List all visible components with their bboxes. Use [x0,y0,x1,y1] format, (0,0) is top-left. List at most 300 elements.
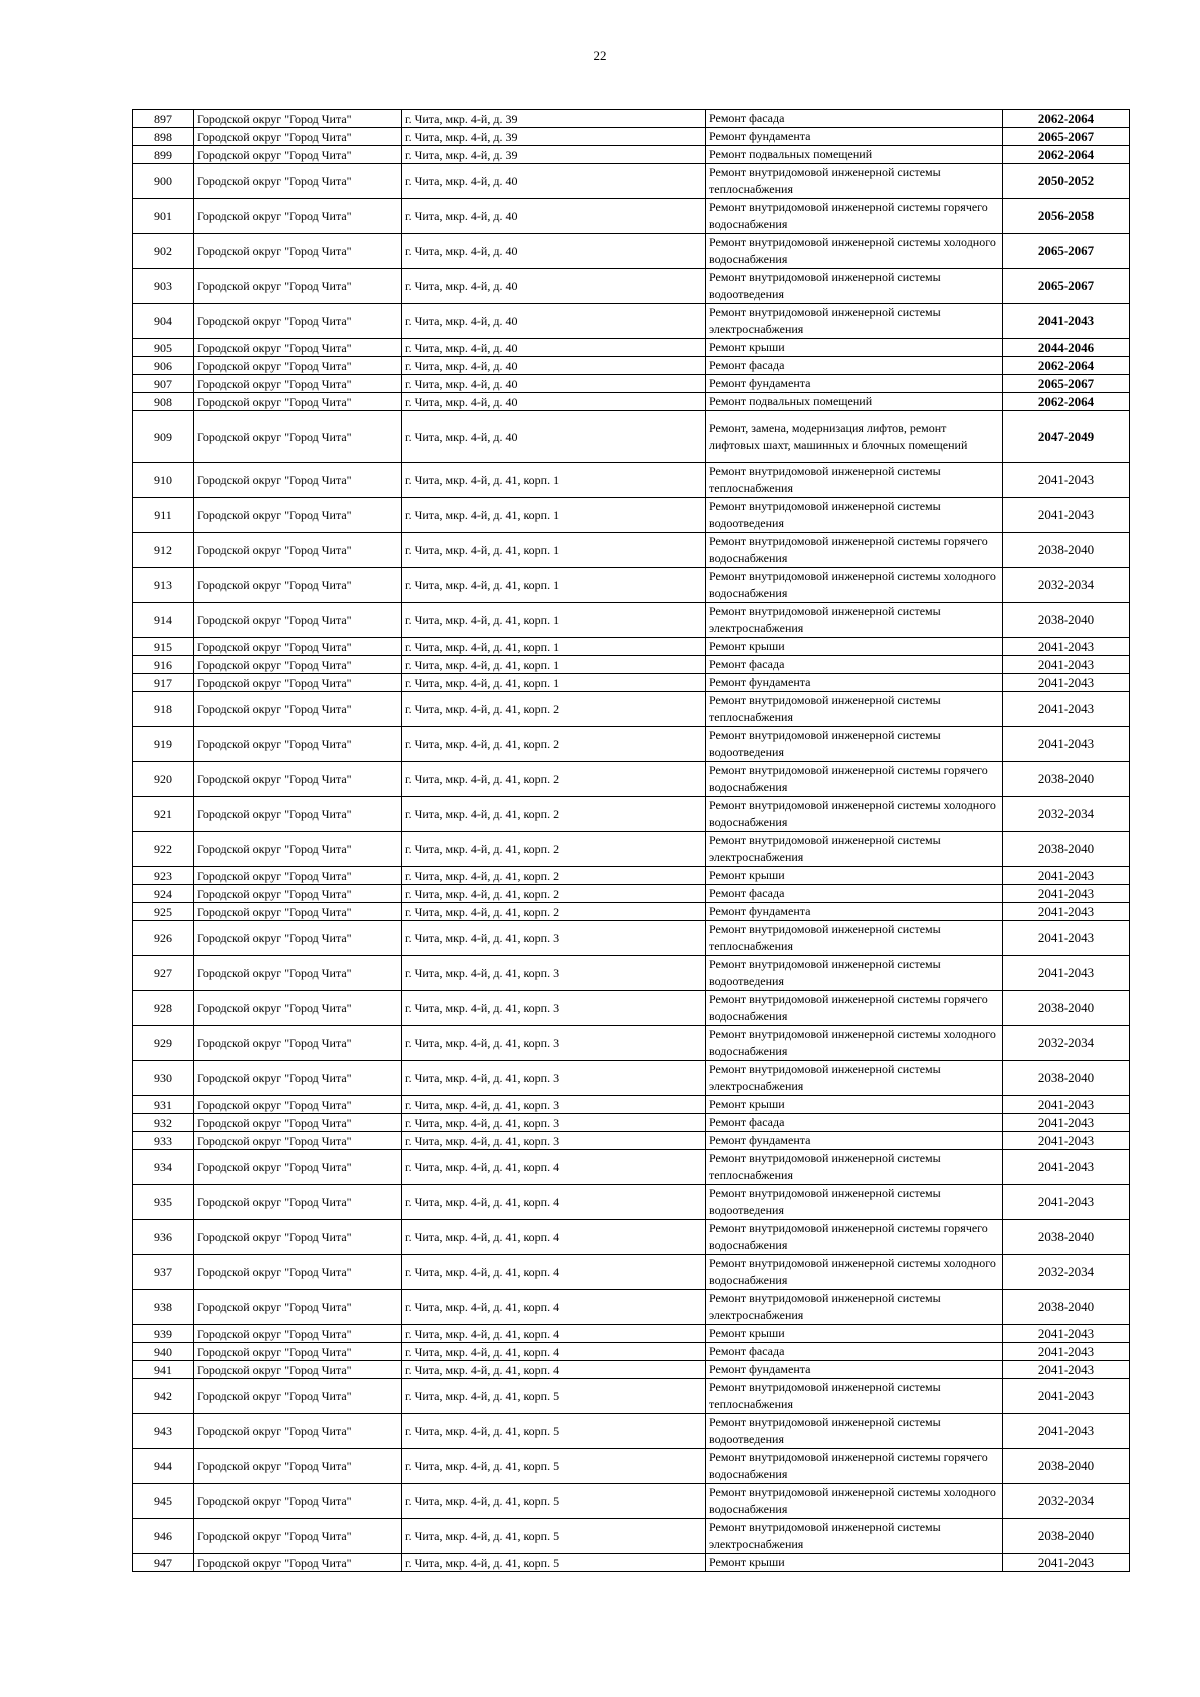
work-type-cell: Ремонт фундамента [706,1132,1003,1150]
municipality-cell: Городской округ "Город Чита" [194,393,402,411]
table-row [133,269,1130,304]
years-cell: 2041-2043 [1003,1325,1130,1343]
work-type-cell: Ремонт внутридомовой инженерной системы горячего водоснабжения [706,991,1003,1026]
work-type-cell: Ремонт крыши [706,1325,1003,1343]
address-cell: г. Чита, мкр. 4-й, д. 41, корп. 2 [402,797,706,832]
table-row [133,1379,1130,1414]
address-cell: г. Чита, мкр. 4-й, д. 41, корп. 3 [402,1096,706,1114]
address-cell: г. Чита, мкр. 4-й, д. 41, корп. 2 [402,885,706,903]
years-cell: 2062-2064 [1003,357,1130,375]
row-number-cell: 944 [133,1449,194,1484]
row-number-cell: 917 [133,674,194,692]
row-number-cell: 934 [133,1150,194,1185]
address-cell: г. Чита, мкр. 4-й, д. 41, корп. 4 [402,1220,706,1255]
municipality-cell: Городской округ "Город Чита" [194,1519,402,1554]
table-row [133,921,1130,956]
table-row [133,357,1130,375]
municipality-cell: Городской округ "Город Чита" [194,1096,402,1114]
years-cell: 2044-2046 [1003,339,1130,357]
row-number-cell: 919 [133,727,194,762]
years-cell: 2062-2064 [1003,110,1130,128]
row-number-cell: 918 [133,692,194,727]
table-row [133,1361,1130,1379]
municipality-cell: Городской округ "Город Чита" [194,199,402,234]
years-cell: 2065-2067 [1003,234,1130,269]
address-cell: г. Чита, мкр. 4-й, д. 41, корп. 5 [402,1449,706,1484]
row-number-cell: 906 [133,357,194,375]
municipality-cell: Городской округ "Город Чита" [194,1484,402,1519]
row-number-cell: 915 [133,638,194,656]
address-cell: г. Чита, мкр. 4-й, д. 40 [402,357,706,375]
table-row [133,1114,1130,1132]
row-number-cell: 912 [133,533,194,568]
row-number-cell: 946 [133,1519,194,1554]
address-cell: г. Чита, мкр. 4-й, д. 41, корп. 1 [402,674,706,692]
years-cell: 2062-2064 [1003,393,1130,411]
table-row [133,692,1130,727]
table-row [133,1449,1130,1484]
table-row [133,411,1130,463]
address-cell: г. Чита, мкр. 4-й, д. 41, корп. 4 [402,1290,706,1325]
municipality-cell: Городской округ "Город Чита" [194,269,402,304]
address-cell: г. Чита, мкр. 4-й, д. 39 [402,110,706,128]
work-type-cell: Ремонт крыши [706,1554,1003,1572]
municipality-cell: Городской округ "Город Чита" [194,146,402,164]
address-cell: г. Чита, мкр. 4-й, д. 41, корп. 4 [402,1343,706,1361]
years-cell: 2065-2067 [1003,269,1130,304]
table-row [133,146,1130,164]
work-type-cell: Ремонт внутридомовой инженерной системы холодного водоснабжения [706,1026,1003,1061]
years-cell: 2041-2043 [1003,1132,1130,1150]
municipality-cell: Городской округ "Город Чита" [194,903,402,921]
address-cell: г. Чита, мкр. 4-й, д. 41, корп. 4 [402,1361,706,1379]
address-cell: г. Чита, мкр. 4-й, д. 40 [402,304,706,339]
table-row [133,762,1130,797]
years-cell: 2065-2067 [1003,128,1130,146]
work-type-cell: Ремонт внутридомовой инженерной системы теплоснабжения [706,921,1003,956]
work-type-cell: Ремонт крыши [706,638,1003,656]
years-cell: 2041-2043 [1003,1414,1130,1449]
row-number-cell: 929 [133,1026,194,1061]
work-type-cell: Ремонт внутридомовой инженерной системы водоотведения [706,1185,1003,1220]
row-number-cell: 942 [133,1379,194,1414]
address-cell: г. Чита, мкр. 4-й, д. 41, корп. 3 [402,1114,706,1132]
work-type-cell: Ремонт фасада [706,656,1003,674]
work-type-cell: Ремонт внутридомовой инженерной системы водоотведения [706,727,1003,762]
table-row [133,674,1130,692]
municipality-cell: Городской округ "Город Чита" [194,1026,402,1061]
table-row [133,885,1130,903]
table-row [133,956,1130,991]
address-cell: г. Чита, мкр. 4-й, д. 40 [402,393,706,411]
work-type-cell: Ремонт внутридомовой инженерной системы теплоснабжения [706,1150,1003,1185]
years-cell: 2032-2034 [1003,1255,1130,1290]
work-type-cell: Ремонт внутридомовой инженерной системы холодного водоснабжения [706,234,1003,269]
municipality-cell: Городской округ "Город Чита" [194,339,402,357]
municipality-cell: Городской округ "Город Чита" [194,674,402,692]
table-row [133,304,1130,339]
work-type-cell: Ремонт подвальных помещений [706,393,1003,411]
years-cell: 2047-2049 [1003,411,1130,463]
municipality-cell: Городской округ "Город Чита" [194,411,402,463]
municipality-cell: Городской округ "Город Чита" [194,692,402,727]
years-cell: 2032-2034 [1003,568,1130,603]
table-row [133,867,1130,885]
table-row [133,1414,1130,1449]
years-cell: 2038-2040 [1003,762,1130,797]
years-cell: 2041-2043 [1003,1379,1130,1414]
table-row [133,393,1130,411]
work-type-cell: Ремонт внутридомовой инженерной системы холодного водоснабжения [706,1255,1003,1290]
years-cell: 2041-2043 [1003,956,1130,991]
municipality-cell: Городской округ "Город Чита" [194,638,402,656]
work-type-cell: Ремонт крыши [706,1096,1003,1114]
address-cell: г. Чита, мкр. 4-й, д. 40 [402,339,706,357]
table-row [133,1150,1130,1185]
table-row [133,1255,1130,1290]
years-cell: 2041-2043 [1003,1361,1130,1379]
row-number-cell: 909 [133,411,194,463]
municipality-cell: Городской округ "Город Чита" [194,568,402,603]
table-row [133,1132,1130,1150]
page-number: 22 [593,48,607,63]
municipality-cell: Городской округ "Город Чита" [194,1414,402,1449]
years-cell: 2041-2043 [1003,903,1130,921]
years-cell: 2038-2040 [1003,533,1130,568]
municipality-cell: Городской округ "Город Чита" [194,234,402,269]
row-number-cell: 935 [133,1185,194,1220]
row-number-cell: 916 [133,656,194,674]
municipality-cell: Городской округ "Город Чита" [194,832,402,867]
municipality-cell: Городской округ "Город Чита" [194,1132,402,1150]
row-number-cell: 938 [133,1290,194,1325]
address-cell: г. Чита, мкр. 4-й, д. 40 [402,269,706,304]
municipality-cell: Городской округ "Город Чита" [194,463,402,498]
table-row [133,234,1130,269]
row-number-cell: 903 [133,269,194,304]
table-row [133,1554,1130,1572]
years-cell: 2041-2043 [1003,921,1130,956]
years-cell: 2038-2040 [1003,1449,1130,1484]
address-cell: г. Чита, мкр. 4-й, д. 41, корп. 5 [402,1484,706,1519]
work-type-cell: Ремонт внутридомовой инженерной системы теплоснабжения [706,463,1003,498]
years-cell: 2041-2043 [1003,692,1130,727]
address-cell: г. Чита, мкр. 4-й, д. 41, корп. 5 [402,1414,706,1449]
address-cell: г. Чита, мкр. 4-й, д. 41, корп. 4 [402,1150,706,1185]
municipality-cell: Городской округ "Город Чита" [194,1150,402,1185]
years-cell: 2041-2043 [1003,638,1130,656]
address-cell: г. Чита, мкр. 4-й, д. 41, корп. 1 [402,603,706,638]
years-cell: 2041-2043 [1003,867,1130,885]
work-type-cell: Ремонт внутридомовой инженерной системы холодного водоснабжения [706,797,1003,832]
row-number-cell: 897 [133,110,194,128]
table-row [133,1185,1130,1220]
row-number-cell: 924 [133,885,194,903]
address-cell: г. Чита, мкр. 4-й, д. 41, корп. 2 [402,692,706,727]
row-number-cell: 930 [133,1061,194,1096]
years-cell: 2062-2064 [1003,146,1130,164]
table-row [133,638,1130,656]
years-cell: 2038-2040 [1003,1220,1130,1255]
work-type-cell: Ремонт внутридомовой инженерной системы водоотведения [706,498,1003,533]
table-row [133,727,1130,762]
years-cell: 2065-2067 [1003,375,1130,393]
municipality-cell: Городской округ "Город Чита" [194,1255,402,1290]
row-number-cell: 910 [133,463,194,498]
table-row [133,1484,1130,1519]
table-row [133,375,1130,393]
address-cell: г. Чита, мкр. 4-й, д. 41, корп. 3 [402,921,706,956]
row-number-cell: 937 [133,1255,194,1290]
work-type-cell: Ремонт внутридомовой инженерной системы электроснабжения [706,1290,1003,1325]
work-type-cell: Ремонт фундамента [706,674,1003,692]
work-type-cell: Ремонт внутридомовой инженерной системы горячего водоснабжения [706,1449,1003,1484]
row-number-cell: 907 [133,375,194,393]
work-type-cell: Ремонт крыши [706,867,1003,885]
work-type-cell: Ремонт внутридомовой инженерной системы горячего водоснабжения [706,1220,1003,1255]
row-number-cell: 936 [133,1220,194,1255]
address-cell: г. Чита, мкр. 4-й, д. 41, корп. 3 [402,956,706,991]
row-number-cell: 925 [133,903,194,921]
row-number-cell: 943 [133,1414,194,1449]
years-cell: 2032-2034 [1003,797,1130,832]
table-row [133,339,1130,357]
work-type-cell: Ремонт внутридомовой инженерной системы холодного водоснабжения [706,1484,1003,1519]
address-cell: г. Чита, мкр. 4-й, д. 40 [402,164,706,199]
work-type-cell: Ремонт внутридомовой инженерной системы электроснабжения [706,304,1003,339]
years-cell: 2038-2040 [1003,1061,1130,1096]
municipality-cell: Городской округ "Город Чита" [194,164,402,199]
years-cell: 2041-2043 [1003,1114,1130,1132]
work-type-cell: Ремонт внутридомовой инженерной системы электроснабжения [706,1519,1003,1554]
row-number-cell: 900 [133,164,194,199]
years-cell: 2056-2058 [1003,199,1130,234]
address-cell: г. Чита, мкр. 4-й, д. 41, корп. 4 [402,1325,706,1343]
years-cell: 2041-2043 [1003,1150,1130,1185]
table-row [133,1290,1130,1325]
municipality-cell: Городской округ "Город Чита" [194,110,402,128]
row-number-cell: 920 [133,762,194,797]
work-type-cell: Ремонт внутридомовой инженерной системы теплоснабжения [706,692,1003,727]
address-cell: г. Чита, мкр. 4-й, д. 41, корп. 4 [402,1185,706,1220]
address-cell: г. Чита, мкр. 4-й, д. 41, корп. 2 [402,727,706,762]
address-cell: г. Чита, мкр. 4-й, д. 41, корп. 1 [402,568,706,603]
years-cell: 2041-2043 [1003,727,1130,762]
years-cell: 2038-2040 [1003,1519,1130,1554]
address-cell: г. Чита, мкр. 4-й, д. 41, корп. 1 [402,533,706,568]
work-type-cell: Ремонт фасада [706,885,1003,903]
address-cell: г. Чита, мкр. 4-й, д. 41, корп. 2 [402,832,706,867]
work-type-cell: Ремонт фундамента [706,1361,1003,1379]
work-type-cell: Ремонт крыши [706,339,1003,357]
years-cell: 2041-2043 [1003,463,1130,498]
address-cell: г. Чита, мкр. 4-й, д. 40 [402,375,706,393]
row-number-cell: 902 [133,234,194,269]
address-cell: г. Чита, мкр. 4-й, д. 41, корп. 1 [402,463,706,498]
municipality-cell: Городской округ "Город Чита" [194,533,402,568]
address-cell: г. Чита, мкр. 4-й, д. 41, корп. 1 [402,638,706,656]
address-cell: г. Чита, мкр. 4-й, д. 40 [402,234,706,269]
work-type-cell: Ремонт внутридомовой инженерной системы горячего водоснабжения [706,762,1003,797]
municipality-cell: Городской округ "Город Чита" [194,797,402,832]
work-type-cell: Ремонт фасада [706,357,1003,375]
address-cell: г. Чита, мкр. 4-й, д. 41, корп. 1 [402,498,706,533]
row-number-cell: 913 [133,568,194,603]
table-row [133,498,1130,533]
address-cell: г. Чита, мкр. 4-й, д. 41, корп. 3 [402,1132,706,1150]
years-cell: 2041-2043 [1003,885,1130,903]
work-type-cell: Ремонт внутридомовой инженерной системы холодного водоснабжения [706,568,1003,603]
row-number-cell: 945 [133,1484,194,1519]
years-cell: 2050-2052 [1003,164,1130,199]
work-type-cell: Ремонт подвальных помещений [706,146,1003,164]
municipality-cell: Городской округ "Город Чита" [194,1449,402,1484]
work-type-cell: Ремонт фасада [706,1343,1003,1361]
table-row [133,128,1130,146]
years-cell: 2032-2034 [1003,1484,1130,1519]
years-cell: 2041-2043 [1003,1096,1130,1114]
work-type-cell: Ремонт внутридомовой инженерной системы электроснабжения [706,1061,1003,1096]
table-row [133,463,1130,498]
table-row [133,797,1130,832]
work-type-cell: Ремонт фасада [706,110,1003,128]
table-body [133,110,1130,1572]
address-cell: г. Чита, мкр. 4-й, д. 40 [402,411,706,463]
row-number-cell: 899 [133,146,194,164]
years-cell: 2041-2043 [1003,1343,1130,1361]
work-type-cell: Ремонт внутридомовой инженерной системы водоотведения [706,1414,1003,1449]
address-cell: г. Чита, мкр. 4-й, д. 39 [402,146,706,164]
row-number-cell: 901 [133,199,194,234]
row-number-cell: 927 [133,956,194,991]
row-number-cell: 939 [133,1325,194,1343]
row-number-cell: 933 [133,1132,194,1150]
address-cell: г. Чита, мкр. 4-й, д. 41, корп. 5 [402,1379,706,1414]
municipality-cell: Городской округ "Город Чита" [194,1554,402,1572]
years-cell: 2041-2043 [1003,304,1130,339]
table-row [133,533,1130,568]
municipality-cell: Городской округ "Город Чита" [194,603,402,638]
years-cell: 2038-2040 [1003,603,1130,638]
table-row [133,991,1130,1026]
years-cell: 2041-2043 [1003,656,1130,674]
address-cell: г. Чита, мкр. 4-й, д. 41, корп. 3 [402,1026,706,1061]
row-number-cell: 928 [133,991,194,1026]
row-number-cell: 931 [133,1096,194,1114]
row-number-cell: 911 [133,498,194,533]
years-cell: 2041-2043 [1003,1185,1130,1220]
years-cell: 2041-2043 [1003,1554,1130,1572]
municipality-cell: Городской округ "Город Чита" [194,1061,402,1096]
row-number-cell: 941 [133,1361,194,1379]
work-type-cell: Ремонт внутридомовой инженерной системы водоотведения [706,269,1003,304]
table-row [133,903,1130,921]
table-row [133,568,1130,603]
address-cell: г. Чита, мкр. 4-й, д. 39 [402,128,706,146]
municipality-cell: Городской округ "Город Чита" [194,1220,402,1255]
row-number-cell: 932 [133,1114,194,1132]
work-type-cell: Ремонт внутридомовой инженерной системы электроснабжения [706,603,1003,638]
work-type-cell: Ремонт фундамента [706,903,1003,921]
address-cell: г. Чита, мкр. 4-й, д. 41, корп. 2 [402,903,706,921]
address-cell: г. Чита, мкр. 4-й, д. 41, корп. 2 [402,867,706,885]
municipality-cell: Городской округ "Город Чита" [194,375,402,393]
municipality-cell: Городской округ "Город Чита" [194,727,402,762]
table-row [133,1519,1130,1554]
work-type-cell: Ремонт внутридомовой инженерной системы теплоснабжения [706,164,1003,199]
table-row [133,199,1130,234]
municipality-cell: Городской округ "Город Чита" [194,1185,402,1220]
row-number-cell: 947 [133,1554,194,1572]
work-type-cell: Ремонт фундамента [706,128,1003,146]
years-cell: 2038-2040 [1003,1290,1130,1325]
years-cell: 2041-2043 [1003,498,1130,533]
address-cell: г. Чита, мкр. 4-й, д. 41, корп. 5 [402,1554,706,1572]
row-number-cell: 904 [133,304,194,339]
municipality-cell: Городской округ "Город Чита" [194,1290,402,1325]
municipality-cell: Городской округ "Город Чита" [194,304,402,339]
address-cell: г. Чита, мкр. 4-й, д. 41, корп. 3 [402,1061,706,1096]
address-cell: г. Чита, мкр. 4-й, д. 41, корп. 4 [402,1255,706,1290]
years-cell: 2032-2034 [1003,1026,1130,1061]
address-cell: г. Чита, мкр. 4-й, д. 41, корп. 5 [402,1519,706,1554]
municipality-cell: Городской округ "Город Чита" [194,762,402,797]
municipality-cell: Городской округ "Город Чита" [194,357,402,375]
address-cell: г. Чита, мкр. 4-й, д. 41, корп. 1 [402,656,706,674]
municipality-cell: Городской округ "Город Чита" [194,498,402,533]
row-number-cell: 914 [133,603,194,638]
row-number-cell: 923 [133,867,194,885]
table-row [133,832,1130,867]
municipality-cell: Городской округ "Город Чита" [194,1325,402,1343]
work-type-cell: Ремонт внутридомовой инженерной системы электроснабжения [706,832,1003,867]
municipality-cell: Городской округ "Город Чита" [194,956,402,991]
row-number-cell: 940 [133,1343,194,1361]
work-type-cell: Ремонт внутридомовой инженерной системы теплоснабжения [706,1379,1003,1414]
address-cell: г. Чита, мкр. 4-й, д. 41, корп. 3 [402,991,706,1026]
work-type-cell: Ремонт внутридомовой инженерной системы горячего водоснабжения [706,533,1003,568]
row-number-cell: 905 [133,339,194,357]
years-cell: 2038-2040 [1003,832,1130,867]
table-row [133,1220,1130,1255]
work-type-cell: Ремонт внутридомовой инженерной системы горячего водоснабжения [706,199,1003,234]
table-row [133,603,1130,638]
table-row [133,164,1130,199]
table-row [133,1061,1130,1096]
repair-schedule-table [132,109,1130,1572]
municipality-cell: Городской округ "Город Чита" [194,991,402,1026]
municipality-cell: Городской округ "Город Чита" [194,128,402,146]
municipality-cell: Городской округ "Город Чита" [194,1343,402,1361]
years-cell: 2038-2040 [1003,991,1130,1026]
work-type-cell: Ремонт фасада [706,1114,1003,1132]
municipality-cell: Городской округ "Город Чита" [194,921,402,956]
table-row [133,1096,1130,1114]
municipality-cell: Городской округ "Город Чита" [194,1361,402,1379]
municipality-cell: Городской округ "Город Чита" [194,885,402,903]
years-cell: 2041-2043 [1003,674,1130,692]
municipality-cell: Городской округ "Город Чита" [194,1379,402,1414]
table-row [133,1026,1130,1061]
municipality-cell: Городской округ "Город Чита" [194,1114,402,1132]
address-cell: г. Чита, мкр. 4-й, д. 40 [402,199,706,234]
table-row [133,1325,1130,1343]
table-row [133,110,1130,128]
table-row [133,656,1130,674]
row-number-cell: 898 [133,128,194,146]
work-type-cell: Ремонт фундамента [706,375,1003,393]
table-row [133,1343,1130,1361]
